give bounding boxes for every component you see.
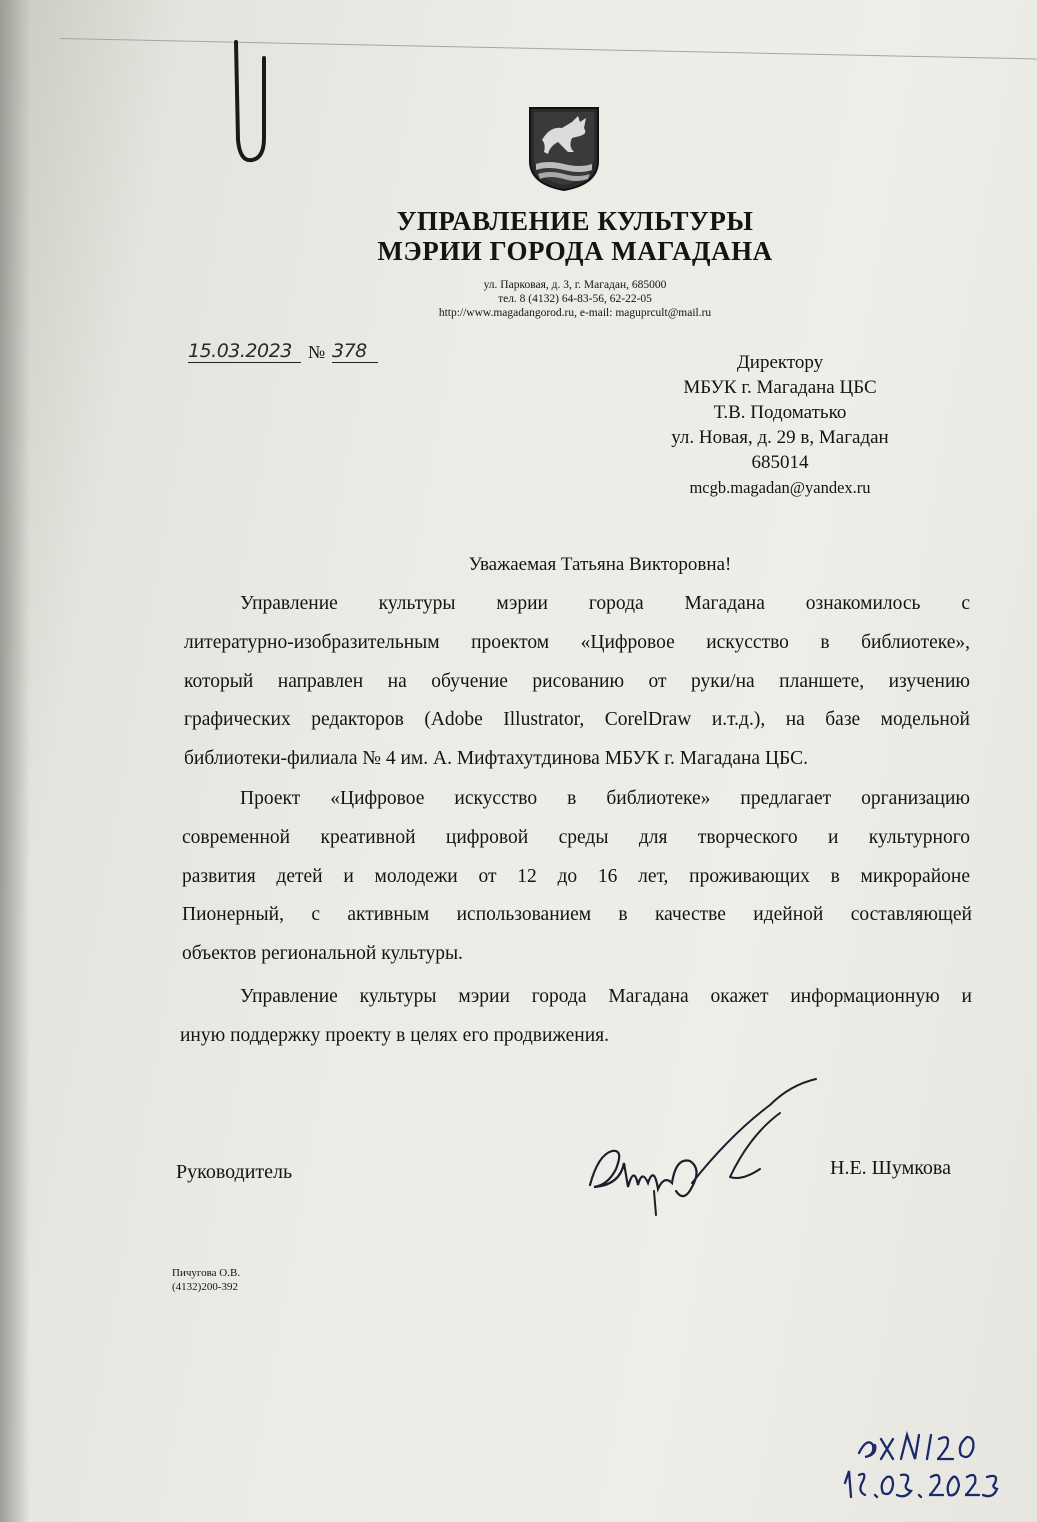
body-line: литературно-изобразительным проектом «Цифровое искусство в библиотеке»,	[184, 632, 970, 653]
body-line: объектов региональной культуры.	[182, 943, 463, 964]
body-line: который направлен на обучение рисованию от руки/на планшете, изучению	[184, 671, 970, 692]
registration-number: 378	[332, 340, 378, 363]
recipient-organization: МБУК г. Магадана ЦБС	[683, 377, 877, 398]
registration-date: 15.03.2023	[188, 340, 301, 363]
paper-edge-line	[60, 38, 1037, 59]
handwritten-signature	[580, 1065, 840, 1225]
signatory-position: Руководитель	[176, 1161, 293, 1183]
recipient-street: ул. Новая, д. 29 в, Магадан	[671, 427, 889, 448]
organization-web-email: http://www.magadangorod.ru, e-mail: maguprcult@mail.ru	[438, 307, 712, 319]
body-line: Проект «Цифровое искусство в библиотеке» предлагает организацию	[240, 788, 970, 809]
body-line: Управление культуры мэрии города Магадана ознакомилось с	[240, 593, 970, 614]
paper-clip-icon	[226, 40, 276, 165]
body-line: библиотеки-филиала № 4 им. А. Мифтахутдинова МБУК г. Магадана ЦБС.	[184, 748, 808, 769]
signatory-name: Н.Е. Шумкова	[830, 1157, 951, 1179]
organization-name-line1: УПРАВЛЕНИЕ КУЛЬТУРЫ	[396, 206, 754, 236]
organization-name-line2: МЭРИИ ГОРОДА МАГАДАНА	[377, 236, 773, 266]
body-line: иную поддержку проекту в целях его продвижения.	[180, 1025, 609, 1046]
body-line: развития детей и молодежи от 12 до 16 лет, проживающих в микрорайоне	[182, 866, 970, 887]
executor-name: Пичугова О.В.	[172, 1267, 241, 1279]
recipient-name: Т.В. Подоматько	[713, 402, 847, 423]
body-line: Управление культуры мэрии города Магадана окажет информационную и	[240, 986, 972, 1007]
salutation: Уважаемая Татьяна Викторовна!	[468, 554, 732, 575]
body-line: Пионерный, с активным использованием в качестве идейной составляющей	[182, 904, 972, 925]
organization-address: ул. Парковая, д. 3, г. Магадан, 685000	[483, 279, 667, 291]
organization-phone: тел. 8 (4132) 64-83-56, 62-22-05	[498, 293, 652, 305]
registration-number-label: №	[308, 342, 326, 362]
body-line: современной креативной цифровой среды для творческого и культурного	[182, 827, 970, 848]
recipient-title: Директору	[736, 352, 824, 373]
handwritten-incoming-note	[835, 1415, 1015, 1505]
recipient-postcode: 685014	[751, 452, 809, 473]
city-coat-of-arms-icon	[528, 106, 600, 192]
body-line: графических редакторов (Adobe Illustrator, CorelDraw и.т.д.), на базе модельной	[184, 709, 970, 730]
executor-phone: (4132)200-392	[172, 1281, 238, 1293]
recipient-email: mcgb.magadan@yandex.ru	[689, 478, 871, 497]
